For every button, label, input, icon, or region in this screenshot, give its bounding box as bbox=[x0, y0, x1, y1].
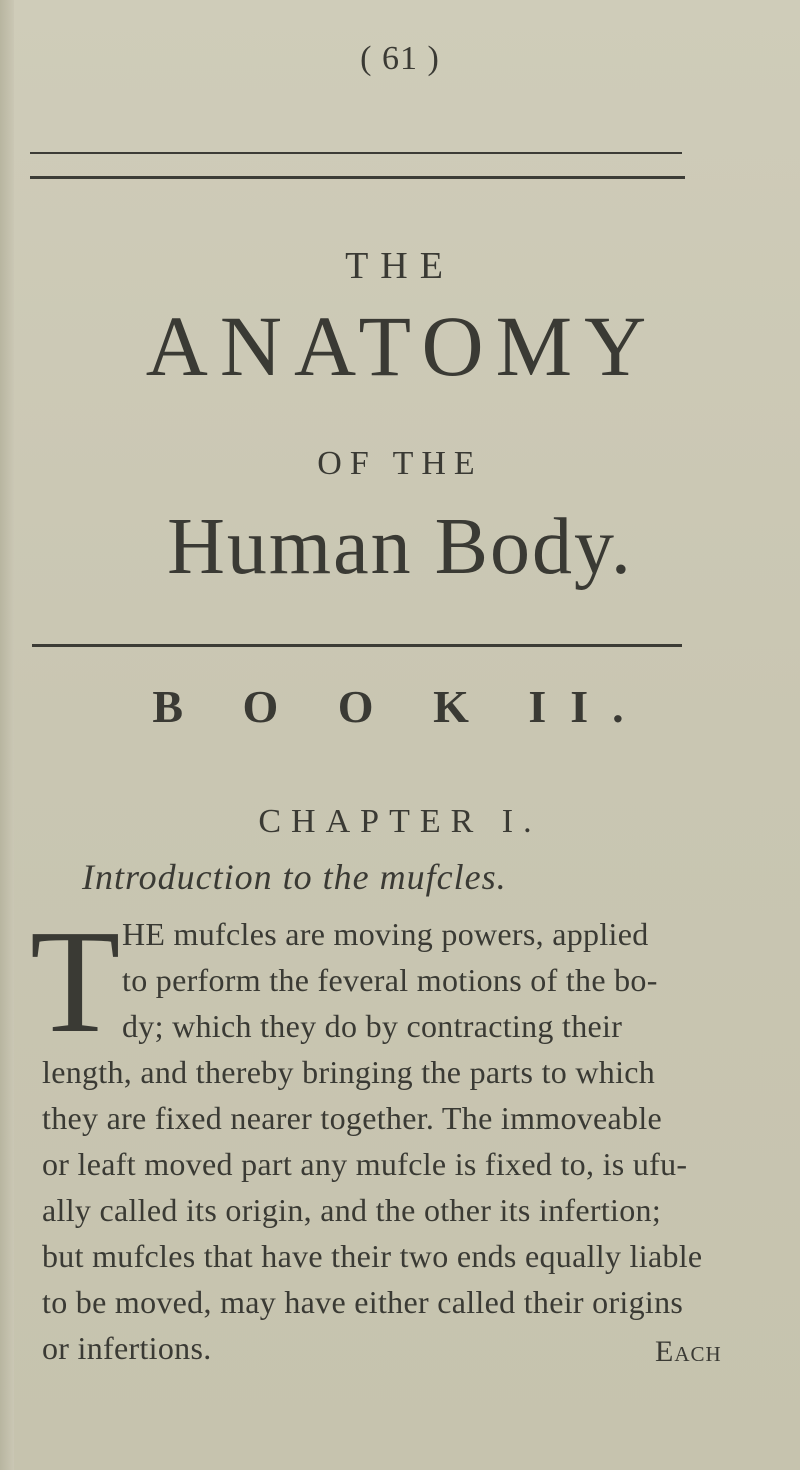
page-spine-shadow bbox=[0, 0, 14, 1470]
top-rule-upper bbox=[30, 152, 682, 154]
title-divider-rule bbox=[32, 644, 682, 647]
title-anatomy: ANATOMY bbox=[145, 298, 659, 394]
title-human-body: Human Body. bbox=[167, 503, 633, 591]
top-rule-lower bbox=[30, 176, 685, 179]
catchword: Each bbox=[655, 1335, 722, 1368]
drop-cap: T bbox=[30, 900, 121, 1064]
body-line-4: length, and thereby bringing the parts to which bbox=[42, 1054, 656, 1090]
body-line-6: or leaft moved part any mufcle is fixed to, is ufu- bbox=[42, 1146, 688, 1182]
body-line-2: to perform the feveral motions of the bo- bbox=[122, 962, 658, 998]
body-line-5: they are fixed nearer together. The immoveable bbox=[42, 1100, 663, 1136]
body-line-1: HE mufcles are moving powers, applied bbox=[122, 916, 649, 952]
body-line-3: dy; which they do by contracting their bbox=[122, 1008, 623, 1044]
body-line-10: or infertions. bbox=[42, 1330, 212, 1366]
book-heading: B O O K II. bbox=[152, 681, 648, 732]
page-number: ( 61 ) bbox=[360, 40, 440, 77]
chapter-subtitle: Introduction to the mufcles. bbox=[82, 857, 507, 897]
title-the: THE bbox=[345, 245, 455, 287]
body-line-8: but mufcles that have their two ends equally liable bbox=[42, 1238, 703, 1274]
body-line-7: ally called its origin, and the other its infertion; bbox=[42, 1192, 662, 1228]
body-line-9: to be moved, may have either called their origins bbox=[42, 1284, 684, 1320]
title-of-the: OF THE bbox=[317, 445, 483, 482]
chapter-heading: CHAPTER I. bbox=[258, 803, 542, 840]
